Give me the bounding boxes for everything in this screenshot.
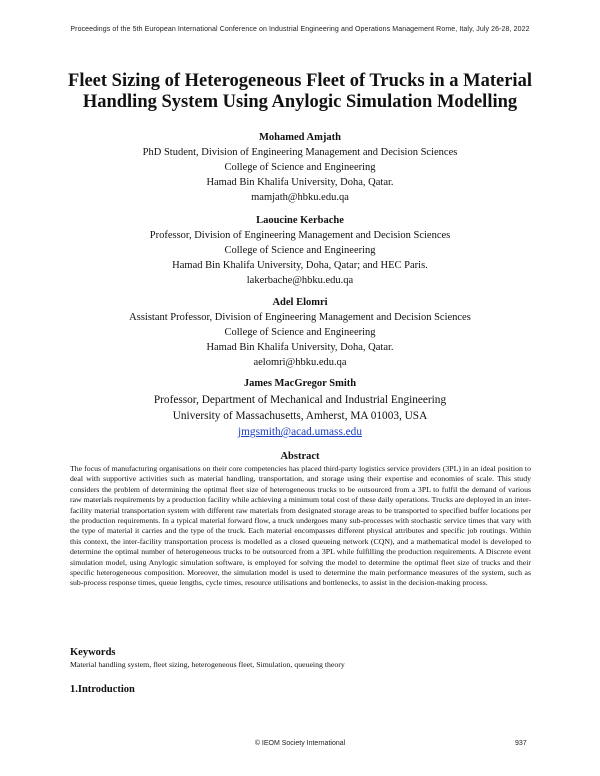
- author-name: Adel Elomri: [272, 297, 328, 308]
- author-affiliation: Professor, Department of Mechanical and Industrial Engineering: [153, 394, 447, 406]
- title-line-2: Handling System Using Anylogic Simulation Modelling: [82, 92, 518, 112]
- author-university: University of Massachusetts, Amherst, MA 01003, USA: [172, 410, 428, 422]
- author-email: mamjath@hbku.edu.qa: [251, 192, 349, 203]
- author-email: aelomri@hbku.edu.qa: [253, 357, 347, 368]
- author-college: College of Science and Engineering: [224, 327, 376, 338]
- author-university: Hamad Bin Khalifa University, Doha, Qatar.: [206, 342, 394, 353]
- author-university: Hamad Bin Khalifa University, Doha, Qatar.: [206, 177, 394, 188]
- keywords-heading: Keywords: [70, 647, 116, 658]
- author-email: lakerbache@hbku.edu.qa: [246, 275, 354, 286]
- page-number: 937: [515, 740, 527, 747]
- author-name: Laoucine Kerbache: [256, 215, 344, 226]
- author-block-4: [40, 376, 560, 440]
- title-line-1: Fleet Sizing of Heterogeneous Fleet of Trucks in a Material: [68, 71, 532, 91]
- conference-header: Proceedings of the 5th European International Conference on Industrial Engineering and Operations Management Rome, Italy, July 26-28, 2022: [70, 26, 530, 33]
- author-block-2: [40, 213, 560, 288]
- paper-title: [50, 71, 550, 113]
- author-affiliation: Assistant Professor, Division of Engineering Management and Decision Sciences: [129, 312, 471, 323]
- author-affiliation: PhD Student, Division of Engineering Management and Decision Sciences: [142, 147, 458, 158]
- author-college: College of Science and Engineering: [224, 245, 376, 256]
- abstract-heading: Abstract: [280, 451, 320, 462]
- author-email-link[interactable]: jmgsmith@acad.umass.edu: [238, 426, 362, 438]
- author-name: Mohamed Amjath: [259, 132, 341, 143]
- author-block-3: [40, 295, 560, 370]
- author-university: Hamad Bin Khalifa University, Doha, Qatar; and HEC Paris.: [172, 260, 428, 271]
- author-block-1: [40, 130, 560, 205]
- author-affiliation: Professor, Division of Engineering Management and Decision Sciences: [149, 230, 451, 241]
- section-heading-introduction: 1.Introduction: [70, 684, 135, 695]
- author-name: James MacGregor Smith: [243, 378, 357, 389]
- keywords-text: Material handling system, fleet sizing, heterogeneous fleet, Simulation, queueing theory: [70, 660, 345, 669]
- footer-copyright: © IEOM Society International: [254, 740, 346, 747]
- abstract-body: The focus of manufacturing organisations on their core competencies has placed third-party logistics service providers (3PL) in an ideal position to deal with supportive activities such as material handling, transportation, and storage using their expertise and economies of scale. This study considers the problem of determining the optimal fleet size of heterogeneous trucks to be outsourced from a 3PL to fulfil the demand of various raw materials requirements by a production facility while achieving a minimum total cost of these daily operations. Trucks are deployed in an inter-facility material transportation system with different raw materials from designated storage areas to be transported to specified buffer locations per the production requirements. In a typical material forward flow, a truck undergoes many sub-processes with stochastic service times that vary with the type of material it carries and the type of the truck. Each material encompasses different physical attributes and specific job routings. Within this context, the inter-facility transportation process is modelled as a closed queueing network (CQN), and a mathematical model is developed to determine the optimal number of heterogeneous trucks to be outsourced from a 3PL while fulfilling the production requirements. A Discrete event simulation model, using Anylogic simulation software, is employed for solving the model to determine the optimal fleet size of trucks and their specific heterogeneous composition. Moreover, the simulation model is used to determine the main performance measures of the system, such as sub-process response times, queue lengths, cycle times, resource utilisations and bottlenecks, to assist in the decision-making process.: [70, 464, 531, 588]
- author-college: College of Science and Engineering: [224, 162, 376, 173]
